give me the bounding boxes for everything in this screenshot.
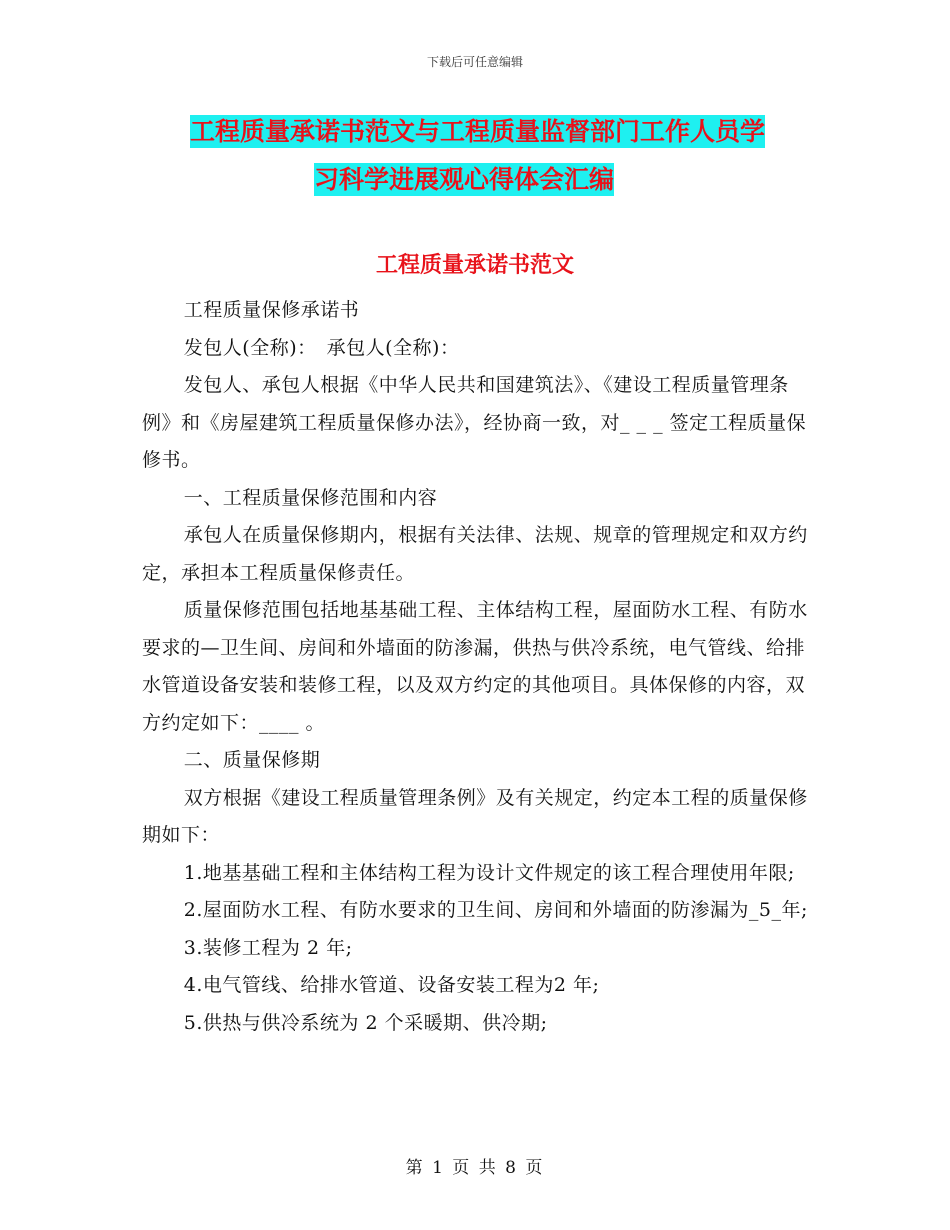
- page-footer: 第 1 页 共 8 页: [405, 1158, 545, 1178]
- main-title-line2: 习科学进展观心得体会汇编: [314, 165, 615, 194]
- paragraph: 5.供热与供冷系统为 2 个采暖期、供冷期;: [183, 1011, 548, 1034]
- paragraph: 1.地基基础工程和主体结构工程为设计文件规定的该工程合理使用年限;: [183, 861, 795, 884]
- paragraph: 二、质量保修期: [183, 749, 321, 771]
- paragraph: 一、工程质量保修范围和内容: [183, 486, 438, 509]
- section-title: 工程质量承诺书范文: [375, 253, 574, 278]
- main-title-line1: 工程质量承诺书范文与工程质量监督部门工作人员学: [190, 117, 766, 146]
- document-body: [142, 292, 810, 1042]
- paragraph: 2.屋面防水工程、有防水要求的卫生间、房间和外墙面的防渗漏为_5_年;: [183, 899, 808, 921]
- paragraph: 发包人、承包人根据《中华人民共和国建筑法》、《建设工程质量管理条例》和《房屋建筑工程质量保修办法》，经协商一致，对_ _ _ 签定工程质量保修书。: [142, 374, 807, 471]
- paragraph: 双方根据《建设工程质量管理条例》及有关规定，约定本工程的质量保修期如下：: [142, 786, 808, 846]
- header-note: 下载后可任意编辑: [426, 55, 523, 69]
- paragraph: 承包人在质量保修期内，根据有关法律、法规、规章的管理规定和双方约定，承担本工程质量保修责任。: [142, 524, 808, 584]
- paragraph: 发包人(全称)： 承包人(全称)：: [183, 336, 460, 359]
- document-main-title: [190, 108, 810, 204]
- paragraph: 工程质量保修承诺书: [183, 299, 360, 321]
- paragraph: 质量保修范围包括地基基础工程、主体结构工程，屋面防水工程、有防水要求的—卫生间、房间和外墙面的防渗漏，供热与供冷系统，电气管线、给排水管道设备安装和装修工程，以及双方约定的其他项目。具体保修的内容，双方约定如下：____ 。: [142, 599, 808, 734]
- paragraph: 4.电气管线、给排水管道、设备安装工程为2 年;: [183, 974, 600, 996]
- paragraph: 3.装修工程为 2 年;: [183, 936, 353, 959]
